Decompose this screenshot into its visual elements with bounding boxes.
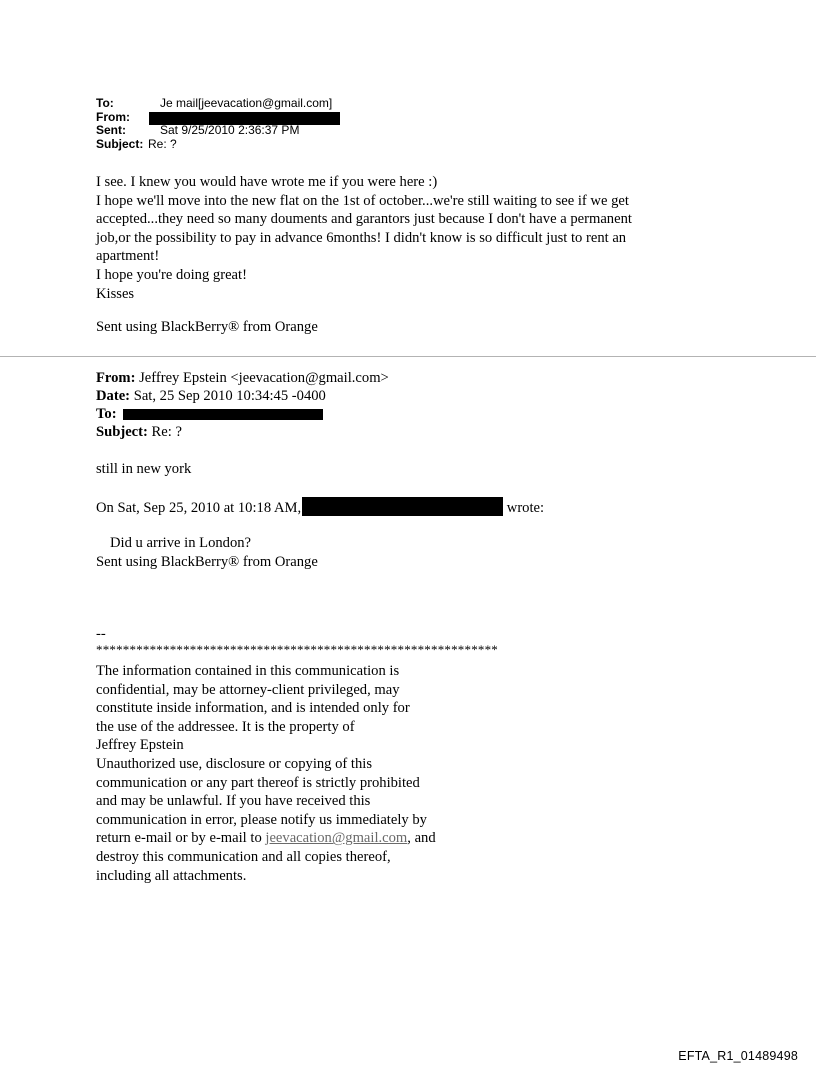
disclaimer-line: the use of the addressee. It is the property of [96, 718, 355, 735]
subject-label: Subject: [96, 136, 144, 151]
redaction-box [123, 409, 323, 420]
body-line: I hope you're doing great! [96, 266, 247, 283]
disclaimer-line: destroy this communication and all copies thereof, [96, 848, 391, 865]
quoted-from-value: Jeffrey Epstein <jeevacation@gmail.com> [139, 370, 389, 386]
message-signature: Sent using BlackBerry® from Orange [96, 319, 318, 335]
inner-text: Did u arrive in London? [110, 535, 252, 551]
redaction-box [302, 497, 503, 516]
disclaimer-line: Jeffrey Epstein [96, 737, 184, 754]
body-line: job,or the possibility to pay in advance 6months! I didn't know is so difficult just to rent an [96, 229, 627, 246]
quoted-header [96, 369, 389, 441]
disclaimer-line: communication or any part thereof is strictly prohibited [96, 774, 420, 791]
document-id: EFTA_R1_01489498 [678, 1049, 798, 1063]
body-line: Kisses [96, 285, 135, 302]
quoted-to-row [96, 405, 389, 423]
body-line: apartment! [96, 248, 160, 265]
sent-label: Sent: [96, 123, 126, 137]
disclaimer-line: and may be unlawful. If you have received this [96, 793, 371, 810]
separator-stars: ************************************************************ [96, 642, 498, 657]
disclaimer-line: The information contained in this communication is [96, 663, 400, 679]
quoted-date-label: Date: [96, 388, 131, 404]
on-wrote-line [96, 497, 544, 518]
email-header [96, 97, 340, 151]
inner-signature: Sent using BlackBerry® from Orange [96, 553, 318, 570]
sent-row [96, 124, 340, 138]
email-link[interactable]: jeevacation@gmail.com [265, 830, 408, 847]
quoted-from-row [96, 369, 389, 387]
divider [0, 356, 816, 357]
disclaimer-line: communication in error, please notify us immediately by [96, 811, 427, 828]
quoted-date-value: Sat, 25 Sep 2010 10:34:45 -0400 [133, 388, 326, 404]
from-label: From: [96, 109, 130, 124]
quoted-from-label: From: [96, 370, 136, 386]
disclaimer-line: including all attachments. [96, 867, 247, 884]
to-value: Je mail[jeevacation@gmail.com] [160, 96, 333, 110]
disclaimer-text [96, 662, 436, 885]
quoted-date-row [96, 387, 389, 405]
disclaimer-line: Unauthorized use, disclosure or copying of this [96, 755, 373, 772]
subject-value: Re: ? [148, 136, 177, 151]
message-body [96, 173, 632, 303]
quoted-subject-label: Subject: [96, 424, 148, 440]
disclaimer-line [96, 829, 436, 848]
quoted-subject-row [96, 423, 389, 441]
disclaimer-line: constitute inside information, and is intended only for [96, 700, 410, 717]
to-label: To: [96, 96, 114, 110]
on-prefix: On Sat, Sep 25, 2010 at 10:18 AM, [96, 500, 302, 516]
body-line: accepted...they need so many douments and garantors just because I don't have a permanent [96, 211, 632, 228]
subject-row [96, 138, 340, 152]
body-line: I hope we'll move into the new flat on the 1st of october...we're still waiting to see if we get [96, 192, 629, 209]
to-row [96, 97, 340, 111]
sent-value: Sat 9/25/2010 2:36:37 PM [160, 123, 300, 137]
inner-message [96, 534, 318, 571]
from-row [96, 111, 340, 125]
on-suffix: wrote: [506, 500, 545, 516]
separator-dashes: -- [96, 626, 106, 642]
quoted-to-label: To: [96, 406, 117, 422]
body-line: I see. I knew you would have wrote me if you were here :) [96, 174, 438, 190]
return-prefix: return e-mail or by e-mail to [96, 830, 266, 847]
quoted-subject-value: Re: ? [151, 424, 182, 440]
reply-text: still in new york [96, 461, 192, 477]
return-suffix: , and [407, 830, 436, 847]
disclaimer-line: confidential, may be attorney-client privileged, may [96, 681, 400, 698]
